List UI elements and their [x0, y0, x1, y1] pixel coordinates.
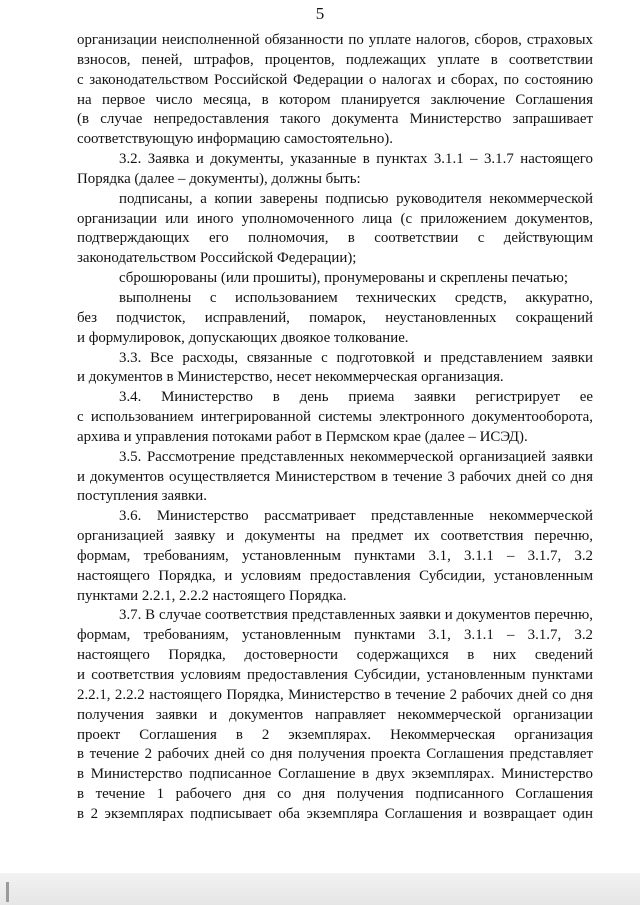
text-line: без подчисток, исправлений, помарок, неустановленных сокращений — [77, 309, 593, 326]
page-number: 5 — [315, 4, 325, 23]
text-line: получения заявки и документов направляет некоммерческой организации — [77, 706, 593, 723]
text-line: 3.3. Все расходы, связанные с подготовкой и представлением заявки — [119, 349, 593, 366]
text-line: в течение 1 рабочего дня со дня получения подписанного Соглашения — [77, 786, 593, 803]
text-line: на первое число месяца, в котором планируется заключение Соглашения — [77, 91, 593, 108]
text-line: в Министерство подписанное Соглашение в двух экземплярах. Министерство — [77, 766, 593, 783]
text-line: 3.4. Министерство в день приема заявки регистрирует ее — [119, 389, 593, 406]
text-line: проект Соглашения в 2 экземплярах. Некоммерческая организация — [77, 726, 593, 743]
text-line: выполнены с использованием технических средств, аккуратно, — [119, 289, 593, 306]
text-line: в 2 экземплярах подписывает оба экземпляра Соглашения и возвращает один — [77, 805, 593, 822]
text-line: (в случае непредоставления такого документа Министерство запрашивает — [77, 111, 593, 128]
text-line: 3.7. В случае соответствия представленных заявки и документов перечню, — [119, 607, 593, 624]
document-body — [77, 31, 593, 825]
scan-bottom-strip — [0, 873, 640, 905]
text-line: соответствующую информацию самостоятельно). — [77, 131, 393, 148]
text-line: 3.2. Заявка и документы, указанные в пунктах 3.1.1 – 3.1.7 настоящего — [119, 151, 593, 168]
text-line: поступления заявки. — [77, 488, 207, 505]
text-line: 2.2.1, 2.2.2 настоящего Порядка, Министерство в течение 2 рабочих дней со дня — [77, 686, 593, 703]
text-line: формам, требованиям, установленным пунктами 3.1, 3.1.1 – 3.1.7, 3.2 — [77, 547, 593, 564]
text-line: и документов осуществляется Министерством в течение 3 рабочих дней со дня — [77, 468, 593, 485]
text-line: с законодательством Российской Федерации о налогах и сборах, по состоянию — [77, 71, 593, 88]
scan-edge-mark — [6, 882, 9, 902]
text-line: подтверждающих его полномочия, в соответствии с действующим — [77, 230, 593, 247]
text-line: в течение 2 рабочих дней со дня получения проекта Соглашения представляет — [77, 746, 593, 763]
text-line: с использованием интегрированной системы электронного документооборота, — [77, 409, 593, 426]
text-line: Порядка (далее – документы), должны быть: — [77, 170, 361, 187]
text-line: законодательством Российской Федерации); — [77, 250, 357, 267]
text-line: настоящего Порядка, достоверности содержащихся в них сведений — [77, 647, 593, 664]
text-line: организации или иного уполномоченного лица (с приложением документов, — [77, 210, 593, 227]
text-line: 3.5. Рассмотрение представленных некоммерческой организацией заявки — [119, 448, 593, 465]
text-line: настоящего Порядка, и условиям предоставления Субсидии, установленным — [77, 567, 593, 584]
text-line: подписаны, а копии заверены подписью руководителя некоммерческой — [119, 190, 593, 207]
text-line: архива и управления потоками работ в Пермском крае (далее – ИСЭД). — [77, 428, 528, 445]
text-line: и соответствия условиям предоставления Субсидии, установленным пунктами — [77, 667, 593, 683]
text-line: сброшюрованы (или прошиты), пронумерованы и скреплены печатью; — [119, 270, 569, 287]
text-line: 3.6. Министерство рассматривает представленные некоммерческой — [119, 508, 593, 525]
text-line: пунктами 2.2.1, 2.2.2 настоящего Порядка. — [77, 587, 347, 604]
text-line: взносов, пеней, штрафов, процентов, подлежащих уплате в соответствии — [77, 51, 593, 68]
text-line: и формулировок, допускающих двоякое толкование. — [77, 329, 409, 346]
text-line: организацией заявку и документы на предмет их соответствия перечню, — [77, 528, 593, 545]
text-line: формам, требованиям, установленным пунктами 3.1, 3.1.1 – 3.1.7, 3.2 — [77, 627, 593, 644]
text-line: и документов в Министерство, несет некоммерческая организация. — [77, 369, 504, 386]
text-line: организации неисполненной обязанности по уплате налогов, сборов, страховых — [77, 32, 593, 48]
